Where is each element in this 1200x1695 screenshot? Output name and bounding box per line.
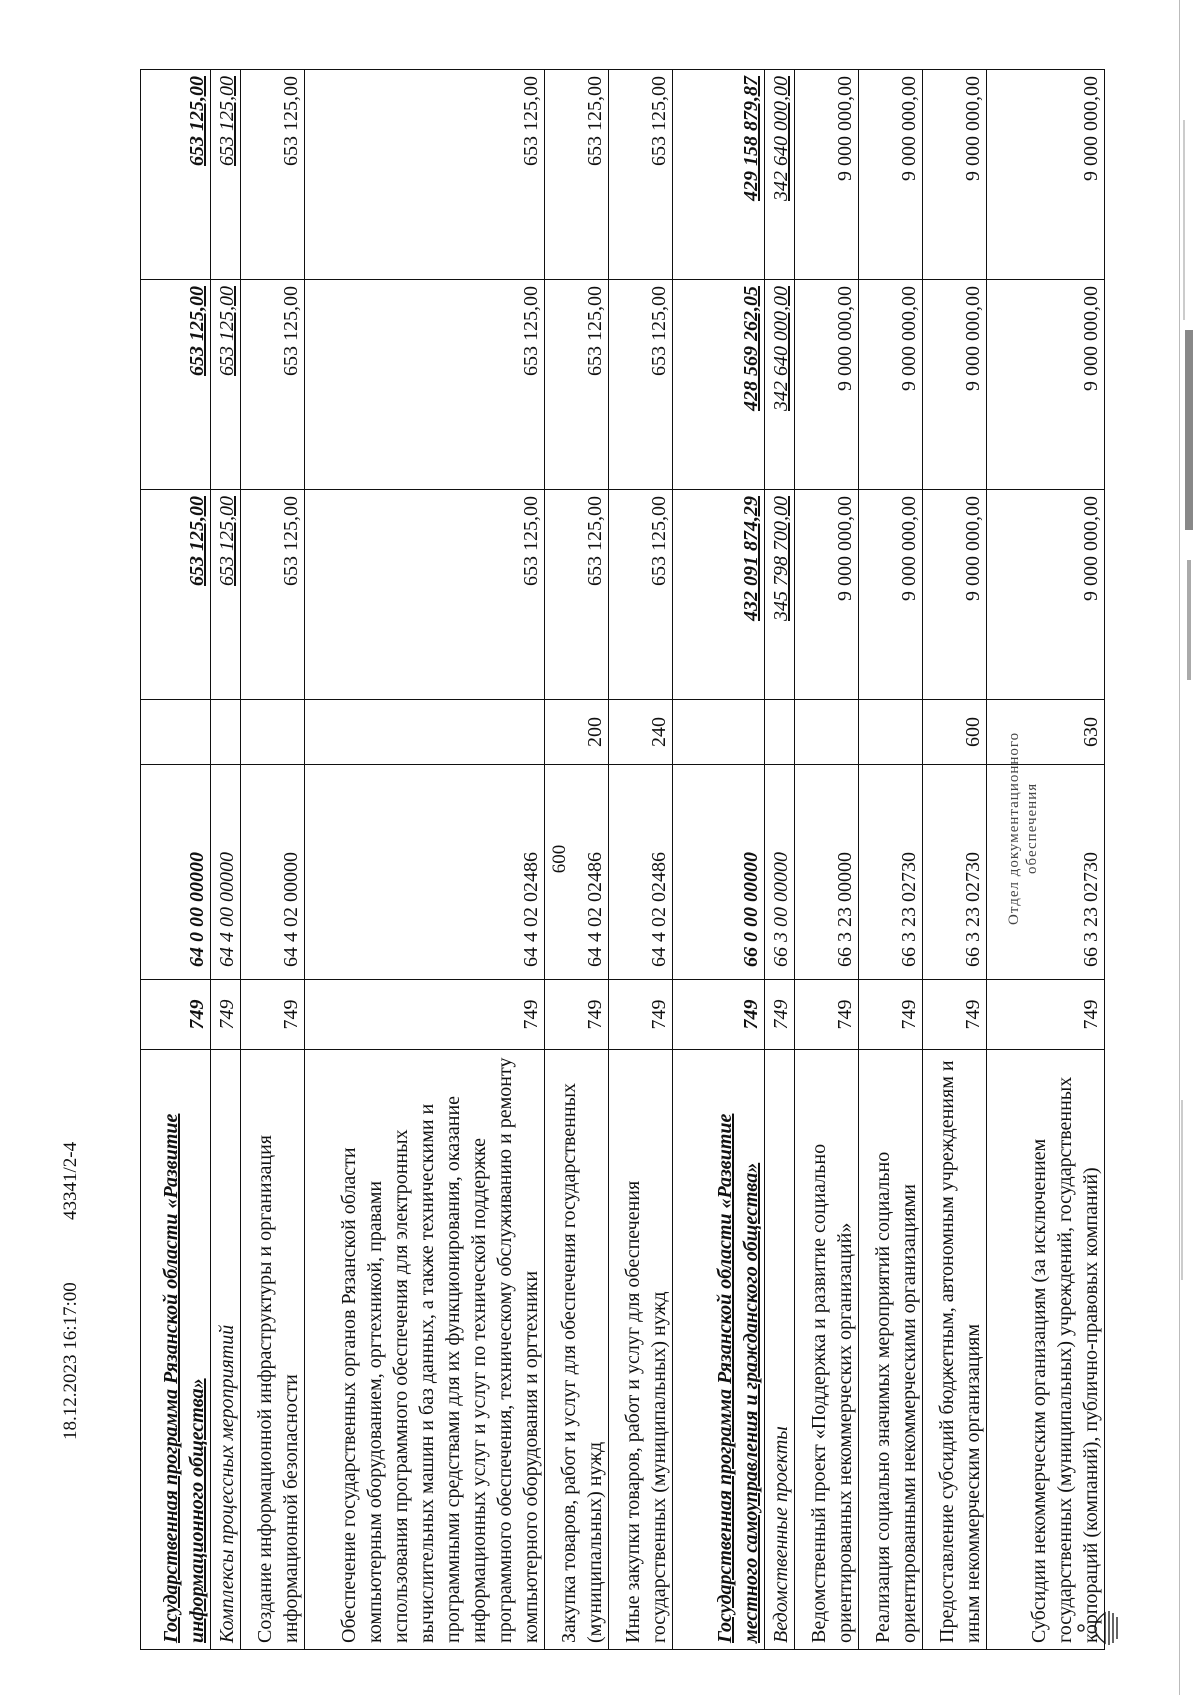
row-amount-year1-text: 653 125,00 xyxy=(186,496,208,586)
row-amount-year3-text: 342 640 000,00 xyxy=(770,76,792,201)
table-row xyxy=(673,70,765,1650)
table-row xyxy=(609,70,673,1650)
row-amount-year2 xyxy=(859,280,923,490)
row-amount-year1 xyxy=(241,490,305,700)
row-amount-year2 xyxy=(305,280,545,490)
row-expense-type-text: 240 xyxy=(648,717,670,747)
row-name xyxy=(211,1050,241,1650)
row-amount-year2-text: 653 125,00 xyxy=(216,286,238,376)
table-row xyxy=(987,70,1105,1650)
row-amount-year1 xyxy=(545,490,609,700)
row-expense-type xyxy=(305,700,545,765)
row-amount-year2 xyxy=(673,280,765,490)
row-amount-year2-text: 653 125,00 xyxy=(186,286,208,376)
row-name-text: Обеспечение государственных органов Рязанской области компьютерным оборудованием, оргтехникой, правами использования программного обеспечения для электронных вычислительных машин и баз данных, а также техническими и программными средствами для их функционирования, оказание информационных услуг и услуг по технической поддержке программного обеспечения, техническому обслуживанию и ремонту компьютерного оборудования и оргтехники xyxy=(338,1057,542,1643)
row-gov-code xyxy=(305,980,545,1050)
row-name xyxy=(859,1050,923,1650)
table-row xyxy=(795,70,859,1650)
row-target-code-text: 66 3 23 02730 xyxy=(898,852,920,967)
row-target-code xyxy=(673,765,765,980)
row-amount-year1 xyxy=(141,490,211,700)
row-gov-code xyxy=(673,980,765,1050)
row-target-code-text: 64 4 00 00000 xyxy=(216,852,238,967)
row-target-code-text: 66 3 23 02730 xyxy=(962,852,984,967)
row-amount-year1 xyxy=(795,490,859,700)
table-row xyxy=(545,70,609,1650)
row-amount-year3 xyxy=(859,70,923,280)
row-amount-year1-text: 9 000 000,00 xyxy=(1080,496,1102,601)
row-amount-year1-text: 653 125,00 xyxy=(280,496,302,586)
row-gov-code xyxy=(859,980,923,1050)
row-gov-code-text: 749 xyxy=(898,999,920,1030)
row-amount-year3-text: 9 000 000,00 xyxy=(1080,76,1102,181)
row-name-text: Ведомственный проект «Поддержка и развитие социально ориентированных некоммерческих организаций» xyxy=(808,1143,856,1643)
row-amount-year2 xyxy=(765,280,795,490)
row-amount-year1-text: 653 125,00 xyxy=(520,496,542,586)
row-name xyxy=(141,1050,211,1650)
row-amount-year1-text: 9 000 000,00 xyxy=(898,496,920,601)
row-name-text: Предоставление субсидий бюджетным, автономным учреждениям и иным некоммерческим организациям xyxy=(936,1060,984,1643)
row-amount-year3 xyxy=(141,70,211,280)
table-row xyxy=(923,70,987,1650)
row-name-text: Субсидии некоммерческим организациям (за исключением государственных (муниципальных) учреждений, государственных корпораций (компаний), публично-правовых компаний) xyxy=(1028,1076,1102,1643)
page-number: 600 xyxy=(549,844,570,874)
table-row xyxy=(305,70,545,1650)
footer-doc-id: 43341/2-4 xyxy=(60,1141,81,1220)
row-amount-year1 xyxy=(765,490,795,700)
table-row xyxy=(241,70,305,1650)
row-expense-type xyxy=(859,700,923,765)
row-gov-code xyxy=(241,980,305,1050)
row-expense-type-text: 200 xyxy=(584,717,606,747)
row-amount-year2-text: 9 000 000,00 xyxy=(962,286,984,391)
row-name-text: Ведомственные проекты xyxy=(770,1426,792,1643)
row-target-code-text: 66 3 00 00000 xyxy=(770,852,792,967)
row-expense-type xyxy=(987,700,1105,765)
row-gov-code-text: 749 xyxy=(186,999,208,1030)
row-amount-year2-text: 428 569 262,05 xyxy=(740,286,762,411)
row-name-text: Государственная программа Рязанской области «Развитие информационного общества» xyxy=(160,1113,208,1643)
table-row xyxy=(141,70,211,1650)
row-gov-code xyxy=(987,980,1105,1050)
row-amount-year3-text: 653 125,00 xyxy=(520,76,542,166)
row-amount-year3 xyxy=(923,70,987,280)
row-target-code xyxy=(987,765,1105,980)
row-target-code xyxy=(795,765,859,980)
row-target-code xyxy=(211,765,241,980)
row-amount-year2-text: 653 125,00 xyxy=(648,286,670,376)
row-target-code-text: 64 0 00 00000 xyxy=(186,852,208,967)
row-gov-code-text: 749 xyxy=(216,999,238,1030)
row-amount-year2 xyxy=(241,280,305,490)
row-gov-code-text: 749 xyxy=(648,999,670,1030)
row-gov-code xyxy=(923,980,987,1050)
row-expense-type xyxy=(765,700,795,765)
row-amount-year2-text: 653 125,00 xyxy=(280,286,302,376)
row-amount-year2 xyxy=(923,280,987,490)
row-name-text: Государственная программа Рязанской области «Развитие местного самоуправления и гражданского общества» xyxy=(714,1113,762,1643)
row-target-code xyxy=(141,765,211,980)
row-target-code xyxy=(923,765,987,980)
row-name xyxy=(673,1050,765,1650)
row-amount-year3-text: 429 158 879,87 xyxy=(740,76,762,201)
row-amount-year2-text: 9 000 000,00 xyxy=(1080,286,1102,391)
row-amount-year1-text: 9 000 000,00 xyxy=(834,496,856,601)
row-name-text: Комплексы процессных мероприятий xyxy=(216,1324,238,1643)
row-expense-type xyxy=(545,700,609,765)
row-expense-type xyxy=(211,700,241,765)
row-amount-year3 xyxy=(241,70,305,280)
row-amount-year3 xyxy=(545,70,609,280)
row-amount-year3-text: 653 125,00 xyxy=(186,76,208,166)
row-amount-year3 xyxy=(987,70,1105,280)
row-expense-type xyxy=(609,700,673,765)
row-gov-code-text: 749 xyxy=(834,999,856,1030)
row-amount-year2 xyxy=(609,280,673,490)
row-name xyxy=(987,1050,1105,1650)
row-name-text: Создание информационной инфраструктуры и организация информационной безопасности xyxy=(254,1135,302,1643)
footer-datetime: 18.12.2023 16:17:00 xyxy=(60,1282,81,1440)
row-amount-year1-text: 432 091 874,29 xyxy=(740,496,762,621)
row-amount-year1-text: 653 125,00 xyxy=(584,496,606,586)
row-gov-code-text: 749 xyxy=(740,999,762,1030)
row-amount-year2-text: 653 125,00 xyxy=(584,286,606,376)
row-amount-year2-text: 9 000 000,00 xyxy=(898,286,920,391)
stamp-line-2: обеспечения xyxy=(1024,782,1040,874)
row-expense-type-text: 600 xyxy=(962,717,984,747)
row-target-code-text: 64 4 02 00000 xyxy=(280,852,302,967)
row-target-code xyxy=(545,765,609,980)
row-name-text: Реализация социально значимых мероприятий социально ориентированными некоммерческими организациями xyxy=(872,1151,920,1643)
row-amount-year2 xyxy=(211,280,241,490)
row-expense-type xyxy=(241,700,305,765)
row-amount-year1-text: 345 798 700,00 xyxy=(770,496,792,621)
row-name xyxy=(609,1050,673,1650)
row-amount-year3 xyxy=(305,70,545,280)
row-amount-year3-text: 653 125,00 xyxy=(584,76,606,166)
table-row xyxy=(211,70,241,1650)
row-amount-year2 xyxy=(141,280,211,490)
row-target-code xyxy=(241,765,305,980)
row-target-code xyxy=(609,765,673,980)
row-name xyxy=(795,1050,859,1650)
row-target-code-text: 66 3 23 00000 xyxy=(834,852,856,967)
row-name-text: Закупка товаров, работ и услуг для обеспечения государственных (муниципальных) нужд xyxy=(558,1082,606,1643)
row-name xyxy=(923,1050,987,1650)
row-amount-year1 xyxy=(987,490,1105,700)
row-expense-type xyxy=(795,700,859,765)
row-name xyxy=(545,1050,609,1650)
row-amount-year3-text: 653 125,00 xyxy=(648,76,670,166)
row-gov-code xyxy=(765,980,795,1050)
row-amount-year2 xyxy=(545,280,609,490)
row-gov-code-text: 749 xyxy=(584,999,606,1030)
row-gov-code xyxy=(795,980,859,1050)
row-amount-year3 xyxy=(765,70,795,280)
row-amount-year1-text: 9 000 000,00 xyxy=(962,496,984,601)
row-amount-year1 xyxy=(673,490,765,700)
row-amount-year3 xyxy=(795,70,859,280)
row-amount-year1 xyxy=(859,490,923,700)
row-name xyxy=(305,1050,545,1650)
row-amount-year2-text: 9 000 000,00 xyxy=(834,286,856,391)
row-gov-code-text: 749 xyxy=(770,999,792,1030)
row-amount-year2-text: 342 640 000,00 xyxy=(770,286,792,411)
row-amount-year3 xyxy=(211,70,241,280)
row-target-code xyxy=(859,765,923,980)
row-amount-year1-text: 653 125,00 xyxy=(216,496,238,586)
row-expense-type xyxy=(673,700,765,765)
table-row xyxy=(765,70,795,1650)
row-amount-year3-text: 653 125,00 xyxy=(216,76,238,166)
row-amount-year1 xyxy=(305,490,545,700)
row-target-code-text: 64 4 02 02486 xyxy=(584,852,606,967)
row-name xyxy=(241,1050,305,1650)
row-amount-year3 xyxy=(673,70,765,280)
row-amount-year1-text: 653 125,00 xyxy=(648,496,670,586)
row-amount-year2-text: 653 125,00 xyxy=(520,286,542,376)
row-expense-type xyxy=(141,700,211,765)
budget-table xyxy=(140,69,1105,1650)
row-amount-year3-text: 9 000 000,00 xyxy=(962,76,984,181)
row-amount-year2 xyxy=(987,280,1105,490)
row-target-code-text: 64 4 02 02486 xyxy=(648,852,670,967)
row-gov-code xyxy=(609,980,673,1050)
row-expense-type xyxy=(923,700,987,765)
row-amount-year3-text: 9 000 000,00 xyxy=(834,76,856,181)
row-gov-code-text: 749 xyxy=(1080,999,1102,1030)
row-gov-code xyxy=(211,980,241,1050)
row-amount-year3-text: 9 000 000,00 xyxy=(898,76,920,181)
row-amount-year3 xyxy=(609,70,673,280)
row-target-code-text: 66 0 00 00000 xyxy=(740,852,762,967)
table-row xyxy=(859,70,923,1650)
row-amount-year1 xyxy=(211,490,241,700)
row-target-code xyxy=(305,765,545,980)
row-target-code xyxy=(765,765,795,980)
row-amount-year1 xyxy=(923,490,987,700)
row-name-text: Иные закупки товаров, работ и услуг для обеспечения государственных (муниципальных) нужд xyxy=(622,1180,670,1643)
row-target-code-text: 64 4 02 02486 xyxy=(520,852,542,967)
row-target-code-text: 66 3 23 02730 xyxy=(1080,852,1102,967)
row-gov-code xyxy=(545,980,609,1050)
row-gov-code-text: 749 xyxy=(280,999,302,1030)
scan-edge-artifact xyxy=(1165,0,1195,1695)
row-gov-code-text: 749 xyxy=(520,999,542,1030)
row-amount-year2 xyxy=(795,280,859,490)
stamp-line-1: Отдел документационного xyxy=(1006,731,1022,925)
row-amount-year1 xyxy=(609,490,673,700)
budget-table-rotated xyxy=(140,70,1102,1650)
row-gov-code xyxy=(141,980,211,1050)
row-gov-code-text: 749 xyxy=(962,999,984,1030)
row-amount-year3-text: 653 125,00 xyxy=(280,76,302,166)
row-expense-type-text: 630 xyxy=(1080,717,1102,747)
row-name xyxy=(765,1050,795,1650)
